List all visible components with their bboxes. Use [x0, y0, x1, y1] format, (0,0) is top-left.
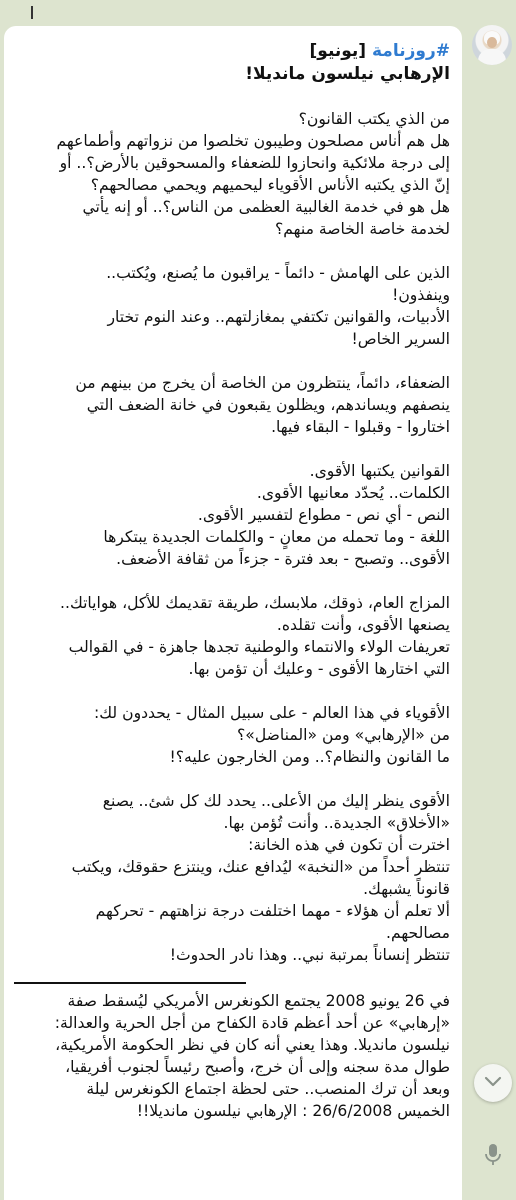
- date-tag: [يونيو]: [309, 41, 367, 61]
- body-line: اخترت أن تكون في هذه الخانة:: [248, 836, 450, 854]
- body-line: وينفذون!: [392, 286, 450, 304]
- body-line: يصنعها الأقوى، وأنت تقلده.: [276, 616, 450, 634]
- body-line: الأقوى ينظر إليك من الأعلى.. يحدد لك كل شئ.. يصنع: [102, 792, 450, 810]
- message-title: الإرهابي نيلسون مانديلا!: [245, 64, 450, 84]
- blank-line: [14, 680, 450, 702]
- body-line: الكلمات.. يُحدّد معانيها الأقوى.: [256, 484, 450, 502]
- blank-line: [14, 86, 450, 108]
- body-line: الأدبيات، والقوانين تكتفي بمغازلتهم.. وعند النوم تختار: [107, 308, 450, 326]
- body-line: ألا تعلم أن هؤلاء - مهما اختلفت درجة نزاهتهم - تحركهم: [95, 902, 450, 920]
- body-line: هل هم أناس مصلحون وطيبون تخلصوا من نزواتهم وأطماعهم: [56, 132, 450, 150]
- body-line: ما القانون والنظام؟.. ومن الخارجون عليه؟!: [169, 748, 450, 766]
- footnote-line: وبعد أن ترك المنصب.. حتى لحظة اجتماع الكونغرس ليلة: [86, 1080, 450, 1098]
- body-line: إنّ الذي يكتبه الأناس الأقوياء ليحميهم ويحمي مصالحهم؟: [90, 176, 450, 194]
- avatar[interactable]: [472, 25, 512, 65]
- body-line: لخدمة خاصة الخاصة منهم؟: [275, 220, 450, 238]
- hashtag-link[interactable]: #روزنامة: [372, 41, 450, 61]
- body-line: المزاج العام، ذوقك، ملابسك، طريقة تقديمك للأكل، هواياتك..: [60, 594, 450, 612]
- scroll-down-button[interactable]: [474, 1064, 512, 1102]
- blank-line: [14, 438, 450, 460]
- body-line: القوانين يكتبها الأقوى.: [309, 462, 450, 480]
- body-line: إلى درجة ملائكية وانحازوا للضعفاء والمسحوقين بالأرض؟.. أو: [59, 154, 450, 172]
- body-line: تنتظر أحداً من «النخبة» ليُدافع عنك، وينتزع حقوقك، ويكتب: [71, 858, 450, 876]
- body-line: التي اختارها الأقوى - وعليك أن تؤمن بها.: [188, 660, 450, 678]
- body-line: قانوناً يشبهك.: [363, 880, 450, 898]
- blank-line: [14, 350, 450, 372]
- footnote-line: في 26 يونيو 2008 يجتمع الكونغرس الأمريكي ليُسقط صفة: [67, 992, 450, 1010]
- footnote-line: نيلسون مانديلا. وهذا يعني أنه كان في نظر الحكومة الأمريكية،: [55, 1036, 450, 1054]
- body-line: هل هو في خدمة الغالبية العظمى من الناس؟.. أو إنه يأتي: [82, 198, 450, 216]
- body-line: اختاروا - وقبلوا - البقاء فيها.: [271, 418, 450, 436]
- footnote-line: الخميس 26/6/2008 : الإرهابي نيلسون مانديلا!!: [136, 1102, 450, 1120]
- microphone-icon[interactable]: [484, 1143, 502, 1167]
- message-footnote: [14, 990, 450, 1122]
- body-line: ينصفهم ويساندهم، ويظلون يقبعون في خانة الضعف التي: [86, 396, 450, 414]
- footnote-line: «إرهابي» عن أحد أعظم قادة الكفاح من أجل الحرية والعدالة:: [54, 1014, 450, 1032]
- body-line: من الذي يكتب القانون؟: [298, 110, 450, 128]
- chevron-down-icon: [484, 1076, 502, 1088]
- scroll-indicator: [31, 6, 33, 19]
- blank-line: [14, 240, 450, 262]
- body-line: تنتظر إنساناً بمرتبة نبي.. وهذا نادر الحدوث!: [169, 946, 450, 964]
- avatar-body: [478, 49, 506, 65]
- body-line: الأقوى.. وتصبح - بعد فترة - جزءاً من ثقافة الأضعف.: [116, 550, 450, 568]
- body-line: تعريفات الولاء والانتماء والوطنية تجدها جاهزة - في القوالب: [68, 638, 450, 656]
- body-line: الذين على الهامش - دائماً - يراقبون ما يُصنع، ويُكتب..: [106, 264, 450, 282]
- top-bar: [0, 0, 516, 26]
- body-line: «الأخلاق» الجديدة.. وأنت تُؤمن بها.: [223, 814, 450, 832]
- message-bubble: [4, 26, 462, 1200]
- footnote-line: طوال مدة سجنه وإلى أن خرج، وأصبح رئيساً لجنوب أفريقيا،: [65, 1058, 450, 1076]
- blank-line: [14, 570, 450, 592]
- body-line: من «الإرهابي» ومن «المناضل»؟: [237, 726, 450, 744]
- body-line: الضعفاء، دائماً، ينتظرون من الخاصة أن يخرج من بينهم من: [75, 374, 450, 392]
- separator-wrap: [14, 982, 450, 984]
- body-line: اللغة - وما تحمله من معانٍ - والكلمات الجديدة يبتكرها: [103, 528, 450, 546]
- message-header: [14, 40, 450, 62]
- body-line: الأقوياء في هذا العالم - على سبيل المثال - يحددون لك:: [94, 704, 450, 722]
- body-line: السرير الخاص!: [351, 330, 450, 348]
- blank-line: [14, 768, 450, 790]
- separator-line: [14, 982, 246, 984]
- body-line: مصالحهم.: [386, 924, 450, 942]
- body-line: النص - أي نص - مطواع لتفسير الأقوى.: [197, 506, 450, 524]
- avatar-face: [487, 37, 497, 48]
- message-body: [14, 86, 450, 966]
